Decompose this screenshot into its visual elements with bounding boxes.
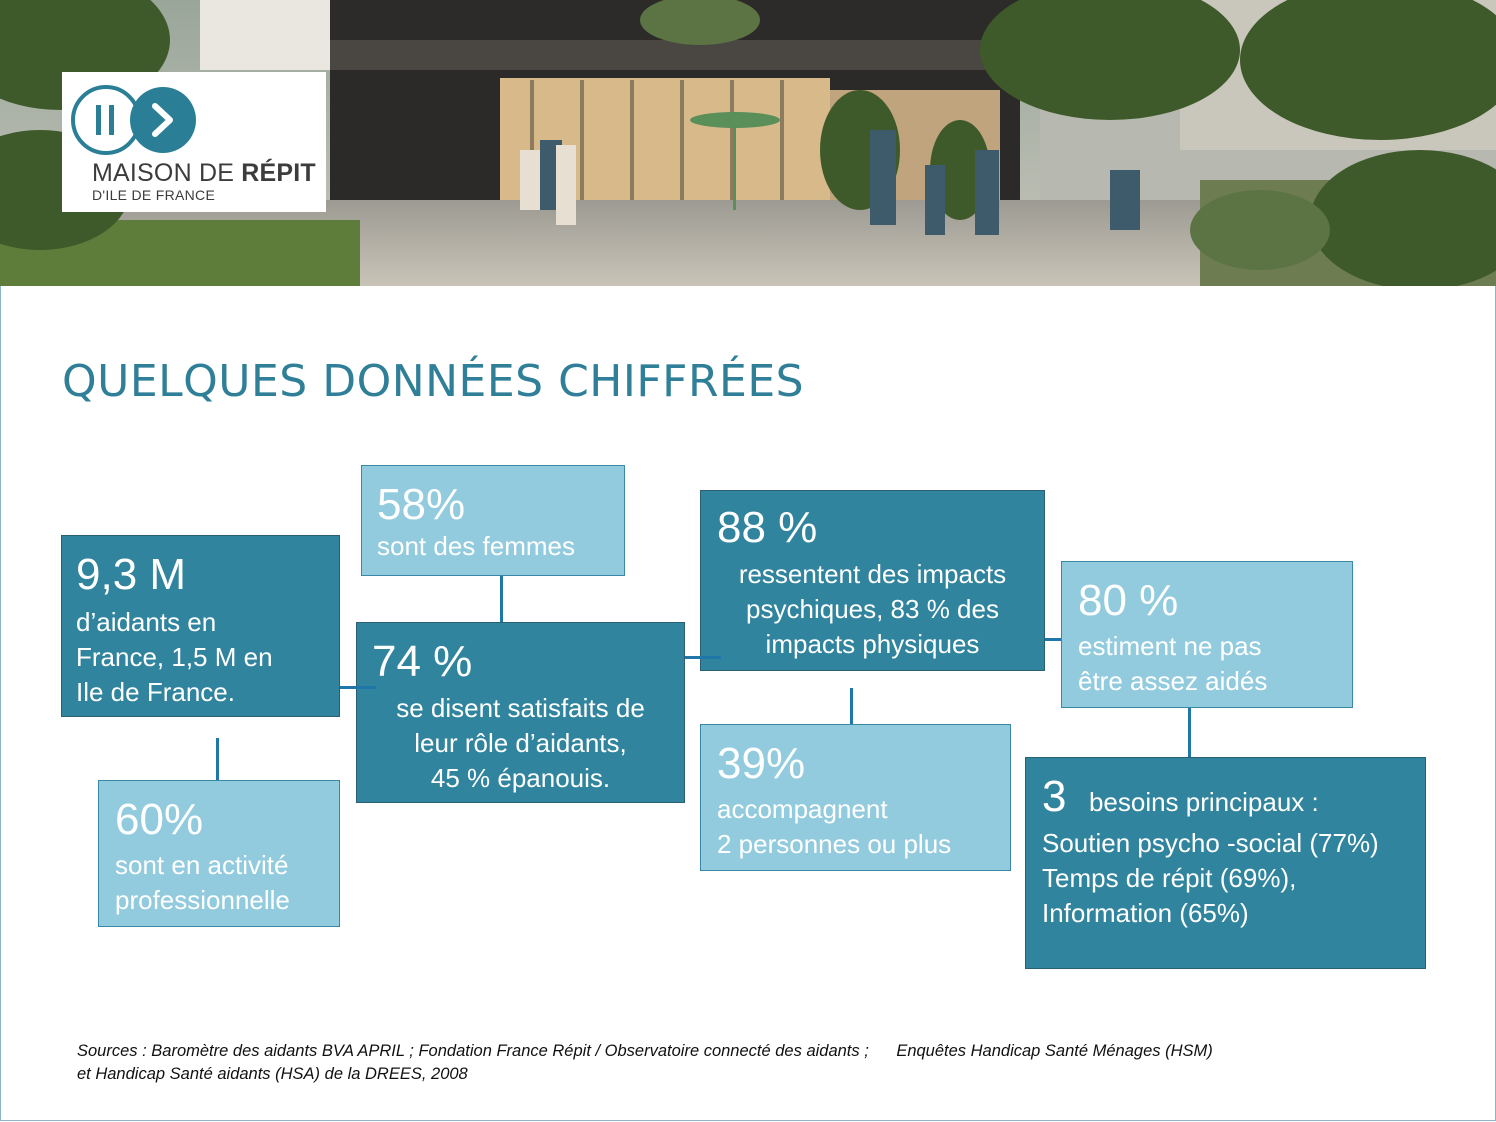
connector-line — [500, 576, 503, 622]
page-title: QUELQUES DONNÉES CHIFFRÉES — [62, 356, 805, 407]
pause-play-logo-icon — [70, 84, 200, 156]
stat-text: d’aidants en France, 1,5 M en Ile de France. — [76, 607, 273, 707]
connector-line — [685, 656, 721, 659]
besoins-header — [1042, 772, 1425, 822]
stat-text: accompagnent 2 personnes ou plus — [717, 794, 952, 859]
stat-box-accompagnent — [700, 724, 1011, 871]
connector-line — [1188, 708, 1191, 757]
stat-text: ressentent des impacts psychiques, 83 % des impacts physiques — [738, 559, 1007, 659]
logo — [62, 72, 326, 212]
stat-value: 3 — [1042, 772, 1067, 821]
stat-box-aidants — [61, 535, 340, 717]
stat-text: se disent satisfaits de leur rôle d’aidants, 45 % épanouis. — [396, 693, 645, 793]
stat-box-activite — [98, 780, 340, 927]
stat-text: Soutien psycho -social (77%) Temps de répit (69%), Information (65%) — [1042, 828, 1379, 928]
sources-line: Sources : Baromètre des aidants BVA APRIL ; Fondation France Répit / Observatoire connecté des aidants ; Enquêtes Handicap Santé Ménages (HSM) — [77, 1042, 1213, 1060]
stat-value: 39% — [717, 739, 806, 788]
sources-line: et Handicap Santé aidants (HSA) de la DREES, 2008 — [77, 1065, 468, 1083]
logo-name: MAISON DE RÉPIT — [92, 159, 316, 187]
connector-line — [340, 686, 376, 689]
stat-heading: besoins principaux : — [1088, 787, 1319, 817]
stat-value: 9,3 M — [76, 550, 187, 599]
connector-line — [1045, 638, 1061, 641]
stat-text: estiment ne pas être assez aidés — [1078, 631, 1268, 696]
sources-note — [77, 1040, 1427, 1086]
stat-value: 58% — [377, 480, 466, 529]
stat-text: sont en activité professionnelle — [115, 850, 290, 915]
stat-value: 60% — [115, 795, 204, 844]
stat-box-satisfaits — [356, 622, 685, 803]
stat-box-impacts — [700, 490, 1045, 671]
stat-box-aides — [1061, 561, 1353, 708]
connector-line — [850, 688, 853, 724]
stat-text: sont des femmes — [377, 531, 575, 561]
stat-value: 74 % — [372, 637, 473, 686]
stat-box-femmes — [361, 465, 625, 576]
logo-subtitle: D'ILE DE FRANCE — [92, 187, 216, 203]
stat-value: 80 % — [1078, 576, 1179, 625]
stat-box-besoins — [1025, 757, 1426, 969]
connector-line — [216, 738, 219, 780]
stat-value: 88 % — [717, 503, 818, 552]
